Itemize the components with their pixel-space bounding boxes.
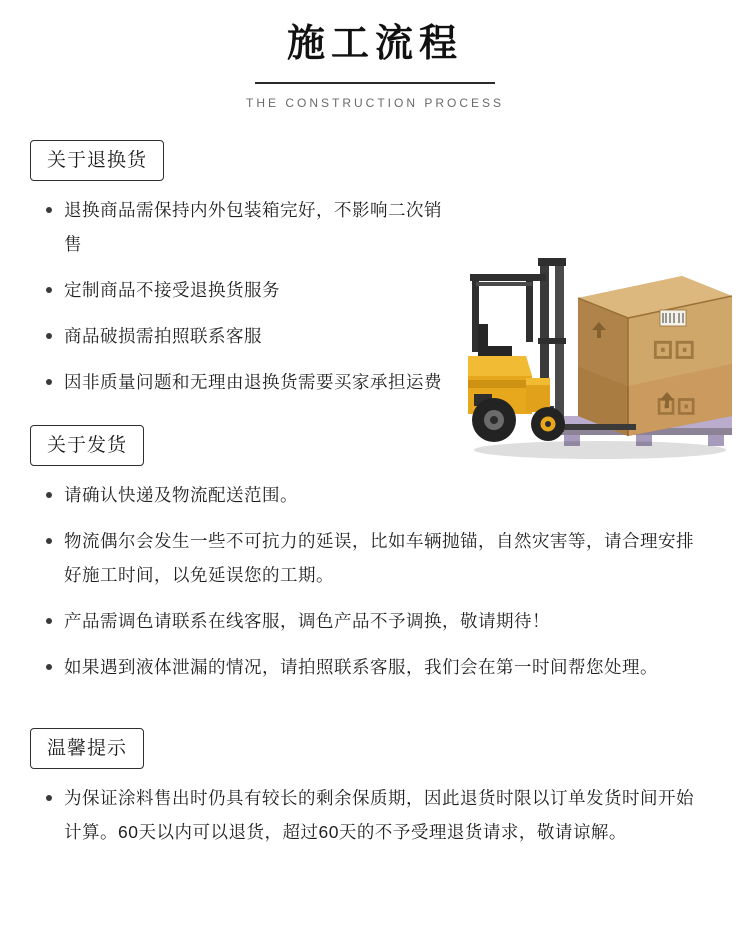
- forklift-illustration: [460, 218, 740, 468]
- section-tips: [0, 728, 750, 849]
- page-title: 施工流程: [286, 23, 463, 65]
- section-returns-label-wrap: [0, 140, 750, 181]
- list-item: 产品需调色请联系在线客服，调色产品不予调换，敬请期待！: [46, 604, 710, 638]
- section-shipping-list: [0, 478, 750, 684]
- list-item: 商品破损需拍照联系客服: [46, 319, 450, 353]
- section-tips-list: [0, 781, 750, 849]
- page-header: [0, 0, 750, 110]
- list-item: 请确认快递及物流配送范围。: [46, 478, 710, 512]
- svg-text:⊡⊡: ⊡⊡: [652, 334, 696, 364]
- list-item: 如果遇到液体泄漏的情况，请拍照联系客服，我们会在第一时间帮您处理。: [46, 650, 710, 684]
- section-shipping-label: 关于发货: [30, 425, 144, 466]
- section-returns-label: 关于退换货: [30, 140, 164, 181]
- page-subtitle: THE CONSTRUCTION PROCESS: [245, 95, 504, 110]
- list-item: 物流偶尔会发生一些不可抗力的延误，比如车辆抛锚，自然灾害等，请合理安排好施工时间，以免延误您的工期。: [46, 524, 710, 592]
- section-tips-label-wrap: [0, 728, 750, 769]
- list-item: 因非质量问题和无理由退换货需要买家承担运费: [46, 365, 450, 399]
- list-item: 定制商品不接受退换货服务: [46, 273, 450, 307]
- list-item: 为保证涂料售出时仍具有较长的剩余保质期，因此退货时限以订单发货时间开始计算。60天以内可以退货，超过60天的不予受理退货请求，敬请谅解。: [46, 781, 710, 849]
- section-tips-label: 温馨提示: [30, 728, 144, 769]
- title-divider: [255, 82, 495, 84]
- svg-text:⊡⊡: ⊡⊡: [656, 393, 697, 420]
- list-item: 退换商品需保持内外包装箱完好，不影响二次销售: [46, 193, 450, 261]
